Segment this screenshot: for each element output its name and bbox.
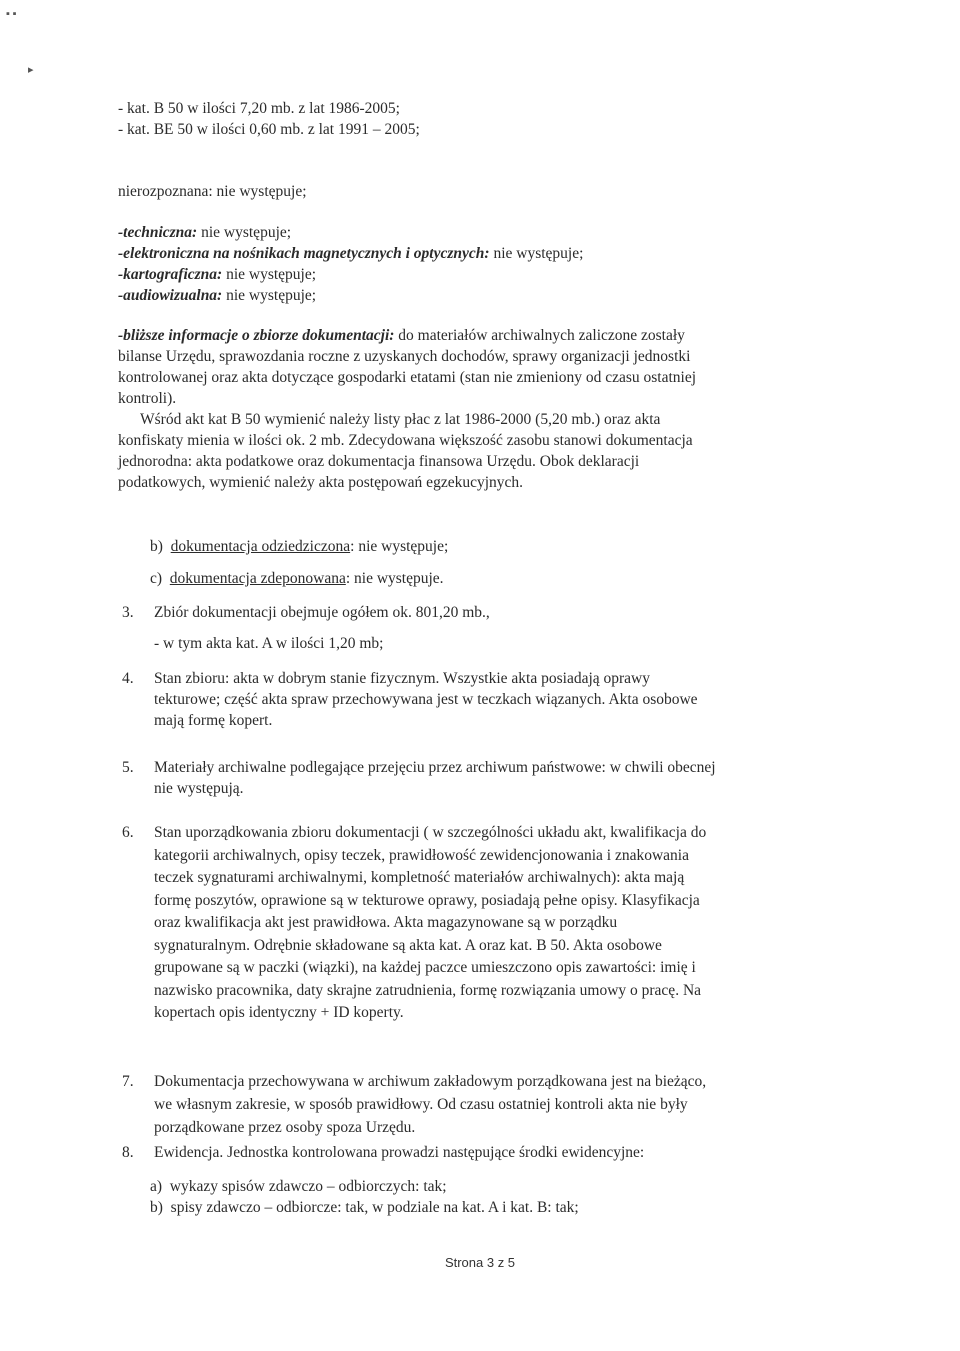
sub-item-c: c) dokumentacja zdeponowana: nie występuje.	[150, 570, 444, 587]
evidence-item: b) spisy zdawczo – odbiorcze: tak, w podziale na kat. A i kat. B: tak;	[150, 1199, 579, 1216]
numbered-item-6: 6. Stan uporządkowania zbioru dokumentacji ( w szczególności układu akt, kwalifikacja do kategorii archiwalnych, opisy teczek, prawidłowość zewidencjonowania i znakowania teczek sygnaturami archiwalnymi, kompletność materiałów archiwalnych): akta mają formę poszytów, oprawione są w tekturowe oprawy, posiadają pełne opisy. Klasyfikacja oraz kwalifikacja akt jest prawidłowa. Akta magazynowane są w porządku sygnaturalnym. Odrębnie składowane są akta kat. A oraz kat. B 50. Akta osobowe grupowane są w paczki (wiązki), na każdej paczce umieszczono opis zawartości: imię i nazwisko pracownika, daty skrajne zatrudnienia, formę rozwiązania umowy o pracę. Na kopertach opis identyczny + ID koperty.	[122, 824, 707, 1021]
scan-mark: ▸	[28, 64, 34, 76]
numbered-item-8: 8. Ewidencja. Jednostka kontrolowana prowadzi następujące środki ewidencyjne:	[122, 1144, 645, 1161]
text-line: - kat. BE 50 w ilości 0,60 mb. z lat 1991 – 2005;	[118, 121, 420, 138]
evidence-list	[150, 1176, 895, 1218]
numbered-item-7: 7. Dokumentacja przechowywana w archiwum zakładowym porządkowana jest na bieżąco, we własnym zakresie, w sposób prawidłowy. Od czasu ostatniej kontroli akta nie były porządkowane przez osoby spoza Urzędu.	[122, 1073, 707, 1136]
type-line: -techniczna: nie występuje;	[118, 224, 292, 241]
type-line: -kartograficzna: nie występuje;	[118, 266, 317, 283]
scan-mark: ▪ ▪	[6, 8, 17, 20]
nierozpoznana-line: nierozpoznana: nie występuje;	[118, 183, 307, 200]
evidence-item: a) wykazy spisów zdawczo – odbiorczych: tak;	[150, 1178, 447, 1195]
category-lines	[118, 98, 863, 140]
detailed-info-paragraph: -bliższe informacje o zbiorze dokumentacji: do materiałów archiwalnych zaliczone zostały bilanse Urzędu, sprawozdania roczne z uzyskanych dochodów, sprawy organizacji jednostki kontrolowanej oraz akta dotyczące gospodarki etatami (stan nie zmieniony od czasu ostatniej kontroli). Wśród akt kat B 50 wymienić należy listy płac z lat 1986-2000 (5,20 mb.) oraz akta konfiskaty mienia w ilości ok. 2 mb. Zdecydowana większość zasobu stanowi dokumentacja jednorodna: akta podatkowe oraz dokumentacja finansowa Urzędu. Obok deklaracji podatkowych, wymienić należy akta postępowań egzekucyjnych.	[118, 327, 697, 491]
page-footer: Strona 3 z 5	[444, 1255, 516, 1270]
documentation-types	[118, 222, 863, 306]
type-line: -elektroniczna na nośnikach magnetycznych i optycznych: nie występuje;	[118, 245, 584, 262]
numbered-item-4: 4. Stan zbioru: akta w dobrym stanie fizycznym. Wszystkie akta posiadają oprawy tekturowe; część akta spraw przechowywana jest w teczkach wiązanych. Akta osobowe mają formę kopert.	[122, 670, 698, 729]
numbered-item-5: 5. Materiały archiwalne podlegające przejęciu przez archiwum państwowe: w chwili obecnej nie występują.	[122, 759, 716, 797]
numbered-item-3: 3. Zbiór dokumentacji obejmuje ogółem ok. 801,20 mb., - w tym akta kat. A w ilości 1,20 mb;	[122, 604, 490, 652]
sub-item-b: b) dokumentacja odziedziczona: nie występuje;	[150, 538, 449, 555]
detailed-info-label: -bliższe informacje o zbiorze dokumentacji:	[118, 327, 395, 344]
type-line: -audiowizualna: nie występuje;	[118, 287, 317, 304]
text-line: - kat. B 50 w ilości 7,20 mb. z lat 1986-2005;	[118, 100, 400, 117]
